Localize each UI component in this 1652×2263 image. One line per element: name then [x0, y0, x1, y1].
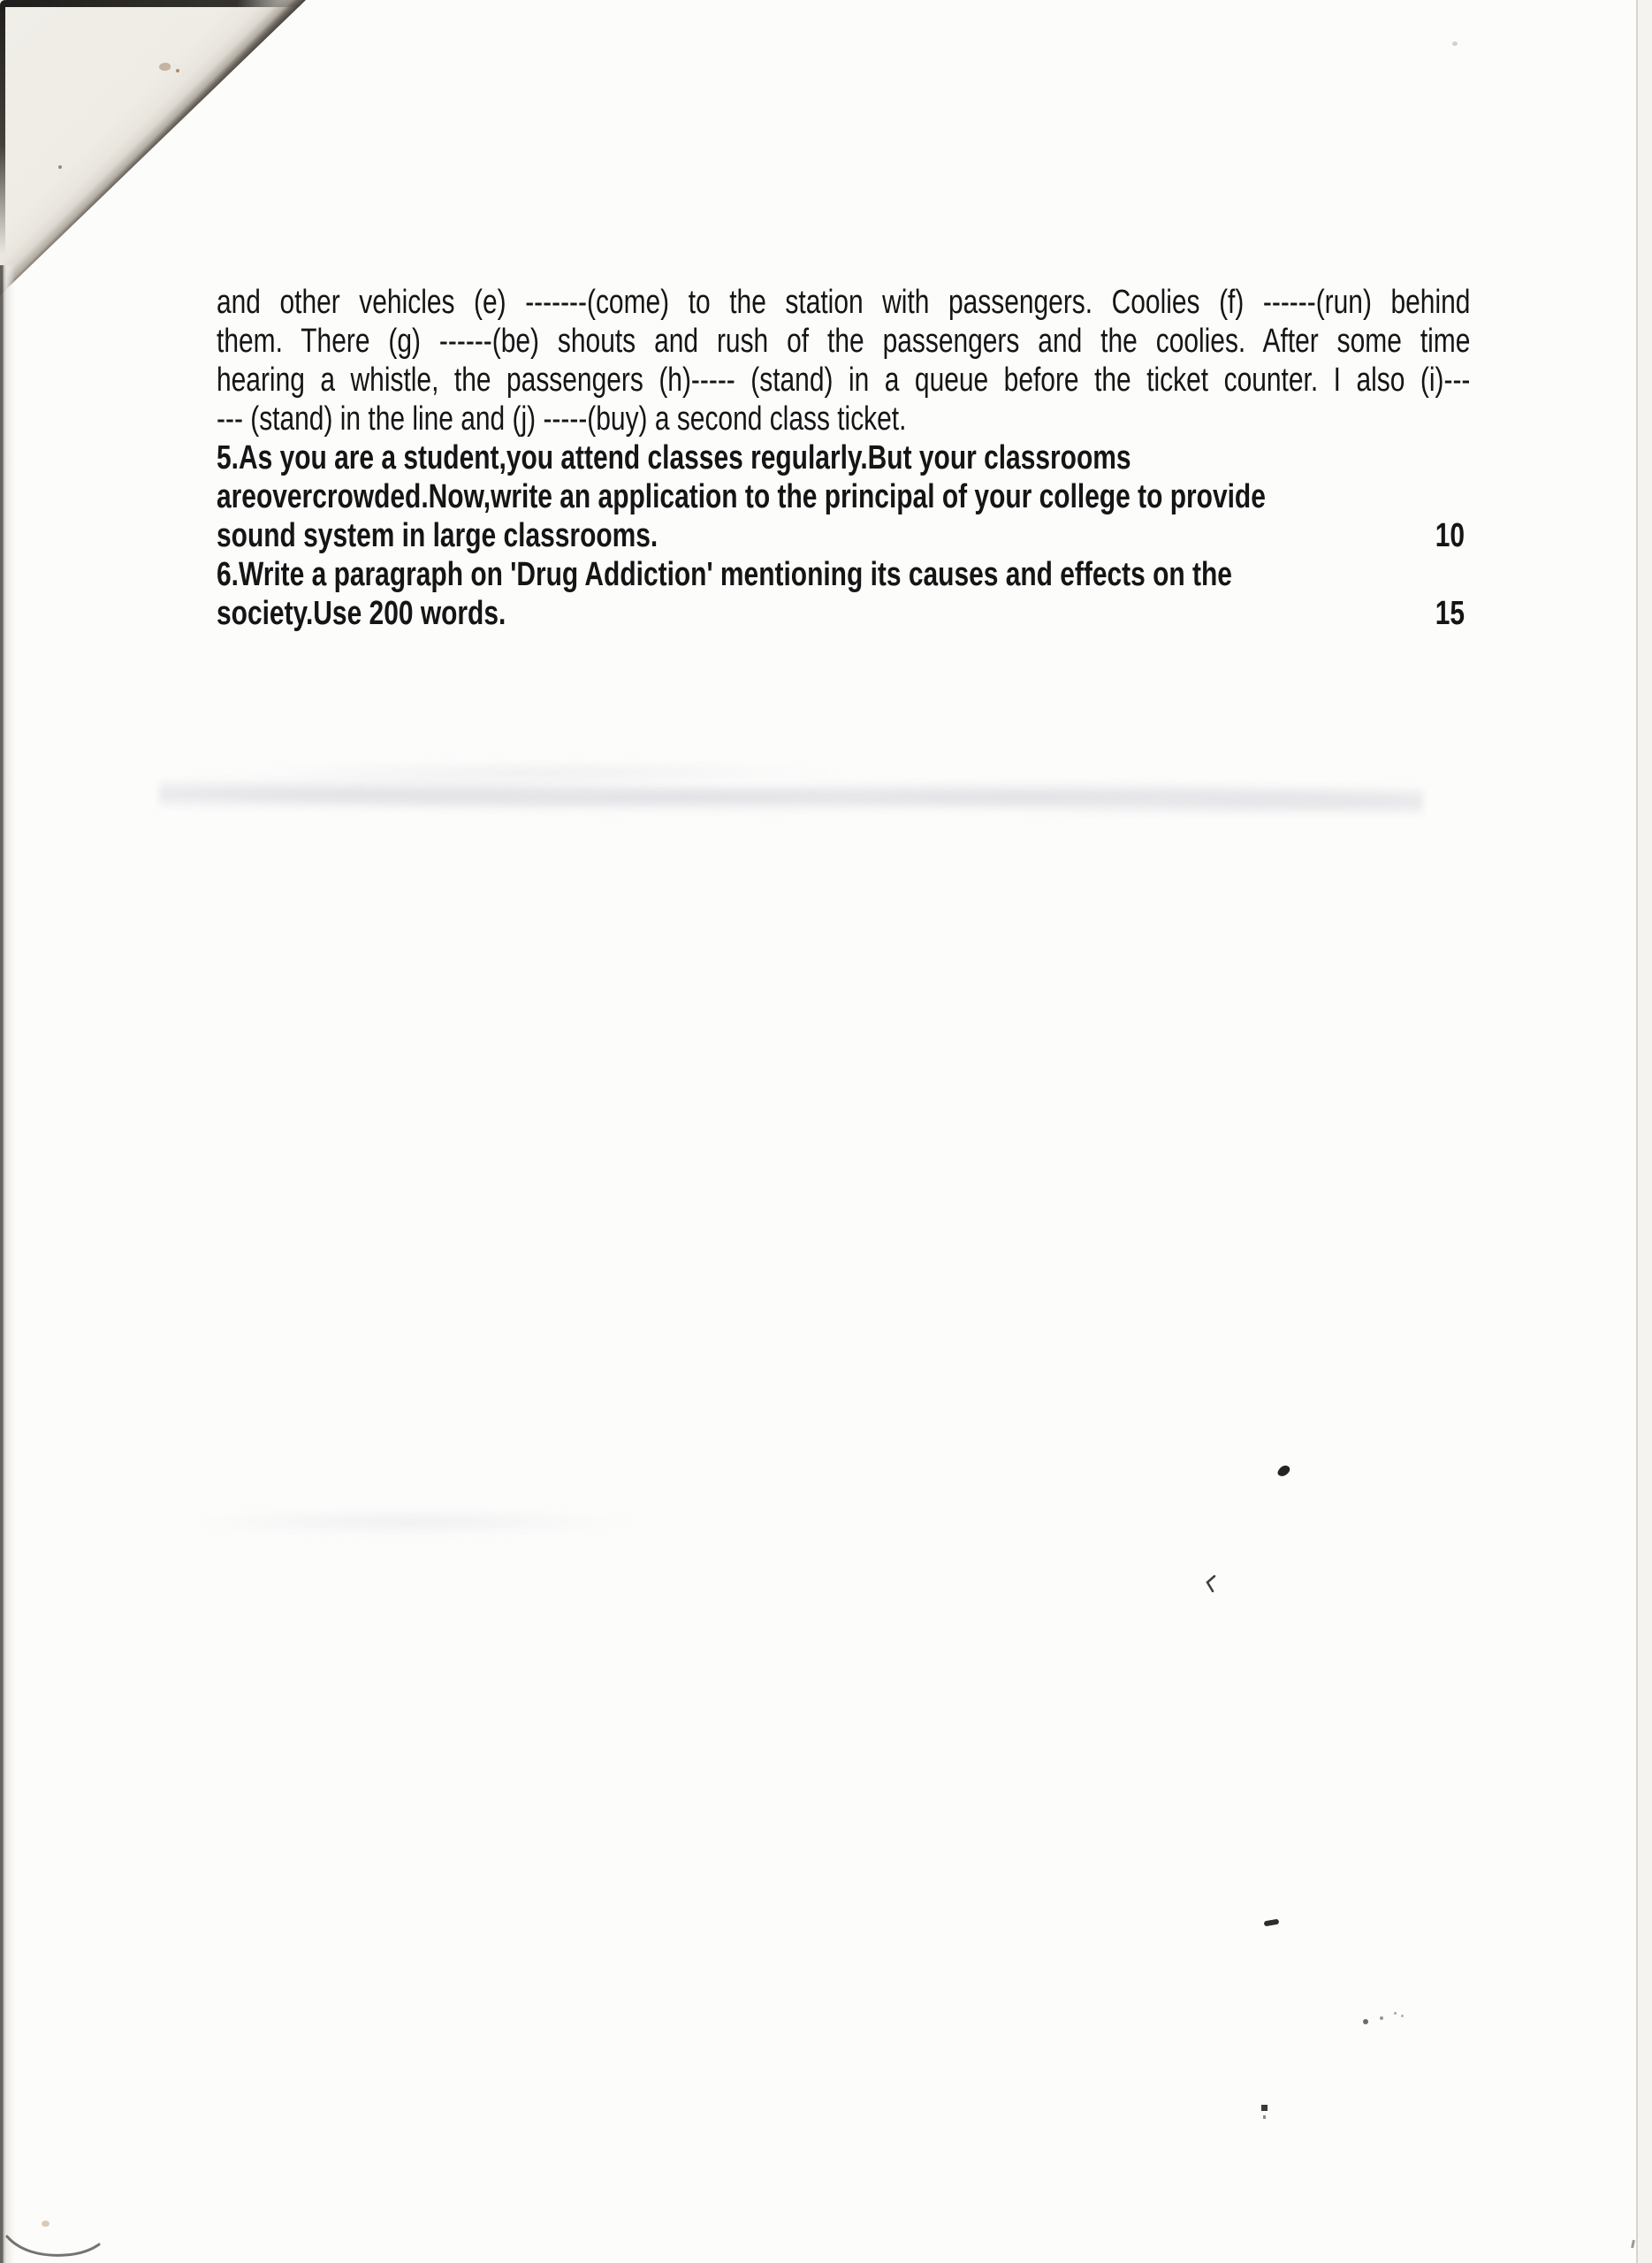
paper-stain-speck [159, 63, 171, 71]
paragraph-line: --- (stand) in the line and (j) -----(buy) a second class ticket. [217, 400, 907, 438]
ink-speck-dash [1264, 1919, 1280, 1927]
ink-dot [1380, 2016, 1383, 2020]
ink-dot [1363, 2019, 1368, 2024]
question-5-line [217, 516, 1470, 555]
question-5 [217, 438, 1470, 555]
question-5-line: areovercrowded.Now,write an application to the principal of your college to provide [217, 478, 1266, 515]
question-5-line: 5.As you are a student,you attend classes regularly.But your classrooms [217, 439, 1131, 476]
page-right-edge-line [1636, 0, 1638, 2263]
edge-tick-mark [1631, 2240, 1635, 2248]
hook-mark-icon [1205, 1575, 1219, 1593]
paper-stain-speck [42, 2221, 49, 2227]
faint-dot [1452, 42, 1458, 46]
ink-speck-square [1261, 2105, 1268, 2111]
scan-smudge-band [203, 1507, 716, 1537]
document-text [217, 283, 1470, 633]
ink-speck-hook [1205, 1575, 1219, 1597]
paragraph-line: and other vehicles (e) -------(come) to the station with passengers. Coolies (f) ------(run) behind [217, 284, 1471, 321]
question-6 [217, 555, 1470, 633]
question-6-line-text: society.Use 200 words. [217, 595, 506, 632]
question-5-line-text: sound system in large classrooms. [217, 517, 659, 554]
ink-speck-comma [1276, 1463, 1291, 1479]
ink-dot [1401, 2015, 1404, 2017]
paragraph-line: hearing a whistle, the passengers (h)----- (stand) in a queue before the ticket counter. I also (i)--- [217, 362, 1471, 399]
page-left-edge-shadow [0, 265, 15, 2263]
question-6-marks: 15 [1435, 595, 1465, 632]
question-6-line [217, 594, 1470, 633]
page-curl-mark [2, 2229, 103, 2263]
fold-corner-top-edge [0, 0, 304, 7]
gap-fill-paragraph [217, 283, 1470, 438]
scanner-right-margin [1638, 0, 1652, 2263]
fold-corner-left-edge [0, 0, 5, 265]
question-5-marks: 10 [1435, 517, 1465, 554]
paper-stain-dot [176, 69, 179, 72]
question-6-line: 6.Write a paragraph on 'Drug Addiction' mentioning its causes and effects on the [217, 556, 1232, 593]
scan-smudge-band [159, 762, 1423, 815]
paragraph-line: them. There (g) ------(be) shouts and rush of the passengers and the coolies. After some time [217, 323, 1471, 360]
ink-dot [58, 165, 62, 169]
ink-dot [1394, 2012, 1397, 2015]
ink-speck-dot [1263, 2115, 1266, 2119]
folded-corner-artifact [0, 0, 306, 295]
curl-line-icon [2, 2229, 103, 2263]
